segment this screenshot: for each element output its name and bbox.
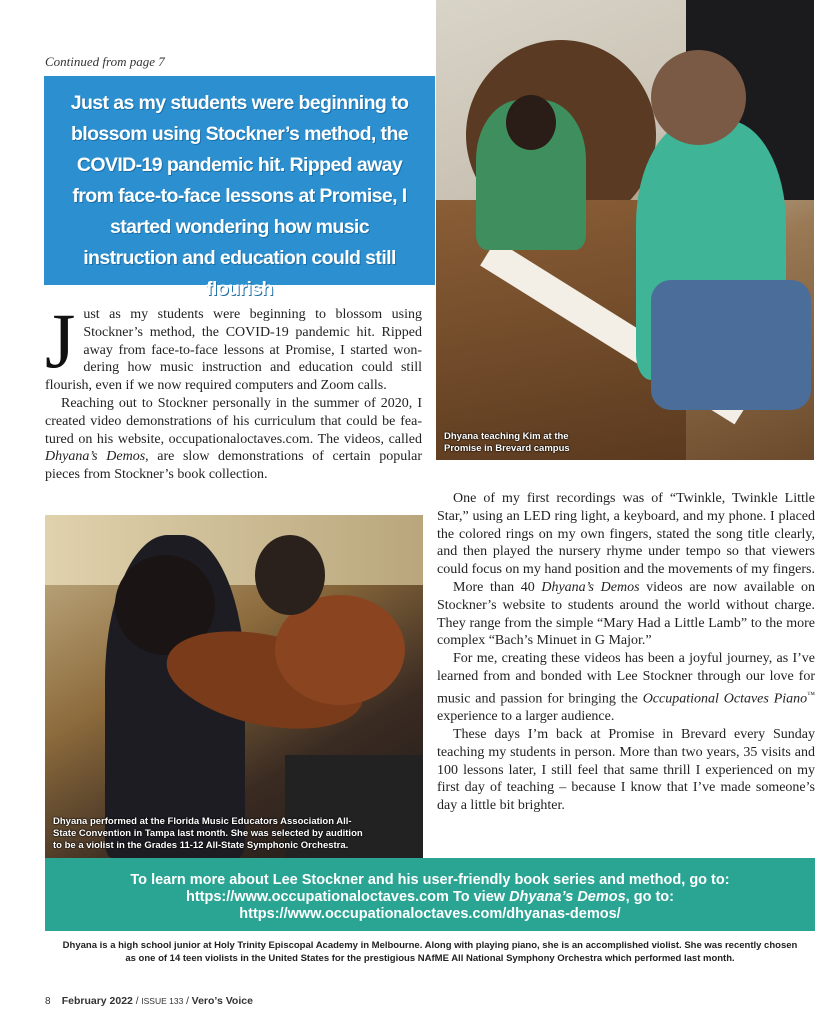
article-column-left: Just as my students were beginning to blossom using Stockner’s method, the COVID-19 pandemic hit. Ripped away from face-to-face lessons at Promise, I started wondering how music instruction and education could still flourish, even if we now required computers and Zoom calls. Reaching out to Stockner personally in the summer of 2020, I created video demonstrations of his curriculum that could be featured on his website, occupationaloctaves.com. The videos, called Dhyana’s Demos, are slow demonstrations of certain popular pieces from Stockner’s book collection.	[45, 297, 422, 483]
photo-orchestra-caption: Dhyana performed at the Florida Music Educators Association All- State Convention in Tampa last month. She was selected by audition to be a violist in the Grades 11-12 All-State Symphonic Orchestra.	[53, 816, 363, 851]
demos-link[interactable]: https://www.occupationaloctaves.com/dhyanas-demos/	[239, 906, 621, 922]
website-link[interactable]: https://www.occupationaloctaves.com To view	[185, 889, 510, 905]
drop-cap: J	[45, 297, 76, 384]
publication-name: Vero’s Voice	[191, 995, 253, 1007]
author-bio: Dhyana is a high school junior at Holy Trinity Episcopal Academy in Melbourne. Along with playing piano, she is an accomplished violist. She was recently chosen as one of 14 teen violists in the United States for the prestigious NAfME All National Symphony Orchestra which performed last month.	[62, 940, 798, 964]
photo-orchestra	[45, 515, 423, 858]
article-column-right: One of my first recordings was of “Twinkle, Twinkle Little Star,” using an LED ring light, a keyboard, and my phone. I placed the colored rings on my own fingers, stated the song title clearly, and then played the nursery rhyme under tempo so that viewers could focus on my hand position and the movements of my fingers. More than 40 Dhyana’s Demos videos are now available on Stockner’s website to students around the world without charge. They range from the simple “Mary Had a Little Lamb” to the more complex “Bach’s Minuet in G Major.” For me, creating these videos has been a joyful journey, as I’ve learned from and bonded with Lee Stockner through our love for music and passion for bringing the Occupational Octaves Piano™ experience to a larger audience. These days I’m back at Promise in Brevard every Sunday teaching my students in person. More than two years, 35 visits and 100 lessons later, I still feel that same thrill I experienced on my first day of teaching – because I know that I’ve made someone’s day a little bit brighter.	[437, 491, 815, 814]
issue-number: ISSUE 133	[141, 996, 184, 1006]
page-footer: 8 February 2022 / ISSUE 133 / Vero’s Voice	[45, 995, 253, 1007]
photo-piano-lesson	[436, 0, 814, 460]
issue-date: February 2022	[61, 995, 133, 1007]
continued-note: Continued from page 7	[45, 54, 165, 69]
pull-quote: Just as my students were beginning to blossom using Stockner’s method, the COVID-19 pandemic hit. Ripped away from face-to-face lessons at Promise, I started wondering how music instruction and education could still flourish	[44, 76, 435, 285]
photo-piano-caption: Dhyana teaching Kim at the Promise in Brevard campus	[444, 431, 570, 454]
page-number: 8	[45, 996, 51, 1007]
info-banner: To learn more about Lee Stockner and his user-friendly book series and method, go to: https://www.occupationaloctaves.com To view Dhyana’s Demos, go to: https://www.occupationaloctaves.com/dhyanas-demos/	[45, 858, 815, 931]
